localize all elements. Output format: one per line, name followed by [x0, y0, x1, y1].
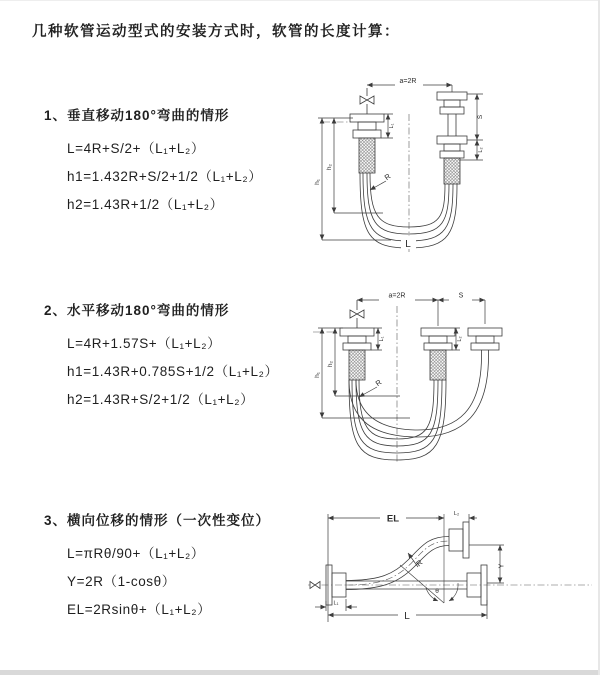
dim-label-s: S — [477, 114, 484, 120]
formula-line: L=4R+S/2+（L₁+L₂） — [67, 141, 205, 156]
right-flange — [468, 328, 502, 356]
scan-edge-top — [0, 0, 600, 1]
valve-icon — [350, 300, 364, 328]
hose-curves — [346, 537, 449, 590]
dim-label-h1: h₁ — [314, 372, 321, 378]
section-2 — [44, 299, 279, 414]
dim-label-l2: L₂ — [478, 147, 484, 153]
section-3 — [44, 509, 270, 624]
angle-construction — [400, 514, 458, 603]
formula-line: h1=1.432R+S/2+1/2（L₁+L₂） — [67, 169, 263, 184]
formula-line: h2=1.43R+1/2（L₁+L₂） — [67, 197, 224, 212]
dim-label-l1: L₁ — [333, 600, 339, 607]
dim-label-theta: θ — [435, 588, 439, 595]
page-title: 几种软管运动型式的安装方式时，软管的长度计算： — [32, 24, 400, 40]
scan-edge-bottom — [0, 670, 600, 675]
dim-label-el: EL — [386, 513, 400, 525]
dim-label-l: L — [405, 239, 411, 250]
formula-line: EL=2Rsinθ+（L₁+L₂） — [67, 602, 212, 617]
dim-label-a2r: a=2R — [399, 78, 417, 85]
section-1 — [44, 104, 262, 219]
diagram-vertical-180-bend — [305, 70, 595, 265]
formula-line: h1=1.43R+0.785S+1/2（L₁+L₂） — [67, 364, 279, 379]
dimension-lines — [318, 300, 485, 418]
dim-label-l2: L₂ — [457, 336, 463, 342]
centerlines — [323, 114, 409, 252]
formula-line: Y=2R（1-cosθ） — [67, 574, 176, 589]
dim-label-r: R — [414, 557, 425, 569]
displaced-flange — [449, 522, 469, 558]
left-flange — [350, 114, 384, 173]
dim-label-l1: L₁ — [379, 336, 385, 342]
right-flange — [437, 92, 467, 184]
dim-label-l1: L₁ — [389, 123, 395, 129]
formula-line: h2=1.43R+S/2+1/2（L₁+L₂） — [67, 392, 255, 407]
left-flange — [340, 328, 374, 380]
section-2-formulas — [67, 330, 279, 414]
braid-section — [359, 138, 375, 173]
section-1-heading: 1、垂直移动180°弯曲的情形 — [44, 108, 230, 123]
valve-icon — [310, 582, 320, 589]
section-3-heading: 3、横向位移的情形（一次性变位） — [44, 513, 271, 528]
dim-label-h2: h₂ — [326, 163, 333, 171]
diagram-lateral-displacement — [300, 488, 600, 653]
dim-label-r: R — [382, 171, 393, 183]
dim-label-h2: h₂ — [327, 360, 334, 368]
braid-section — [430, 350, 446, 380]
diagram-horizontal-180-bend — [305, 280, 595, 465]
dim-label-y: Y — [498, 563, 506, 569]
dim-label-r: R — [373, 377, 384, 389]
section-1-formulas — [67, 135, 262, 219]
dim-label-s: S — [458, 292, 464, 300]
formula-line: L=πRθ/90+（L₁+L₂） — [67, 546, 205, 561]
section-2-heading: 2、水平移动180°弯曲的情形 — [44, 303, 230, 318]
dim-label-a2r: a=2R — [388, 292, 406, 300]
braid-section — [349, 350, 365, 380]
valve-icon — [360, 88, 374, 114]
formula-line: L=4R+1.57S+（L₁+L₂） — [67, 336, 222, 351]
hose-curves — [349, 356, 489, 460]
section-3-formulas — [67, 540, 270, 624]
dim-label-h1: h₁ — [314, 179, 321, 185]
middle-flange — [421, 328, 455, 380]
dim-label-l2: L₂ — [453, 511, 460, 517]
dimension-lines — [315, 514, 504, 622]
dim-label-l: L — [404, 611, 410, 622]
centerlines — [308, 541, 592, 585]
braid-section — [444, 158, 460, 184]
